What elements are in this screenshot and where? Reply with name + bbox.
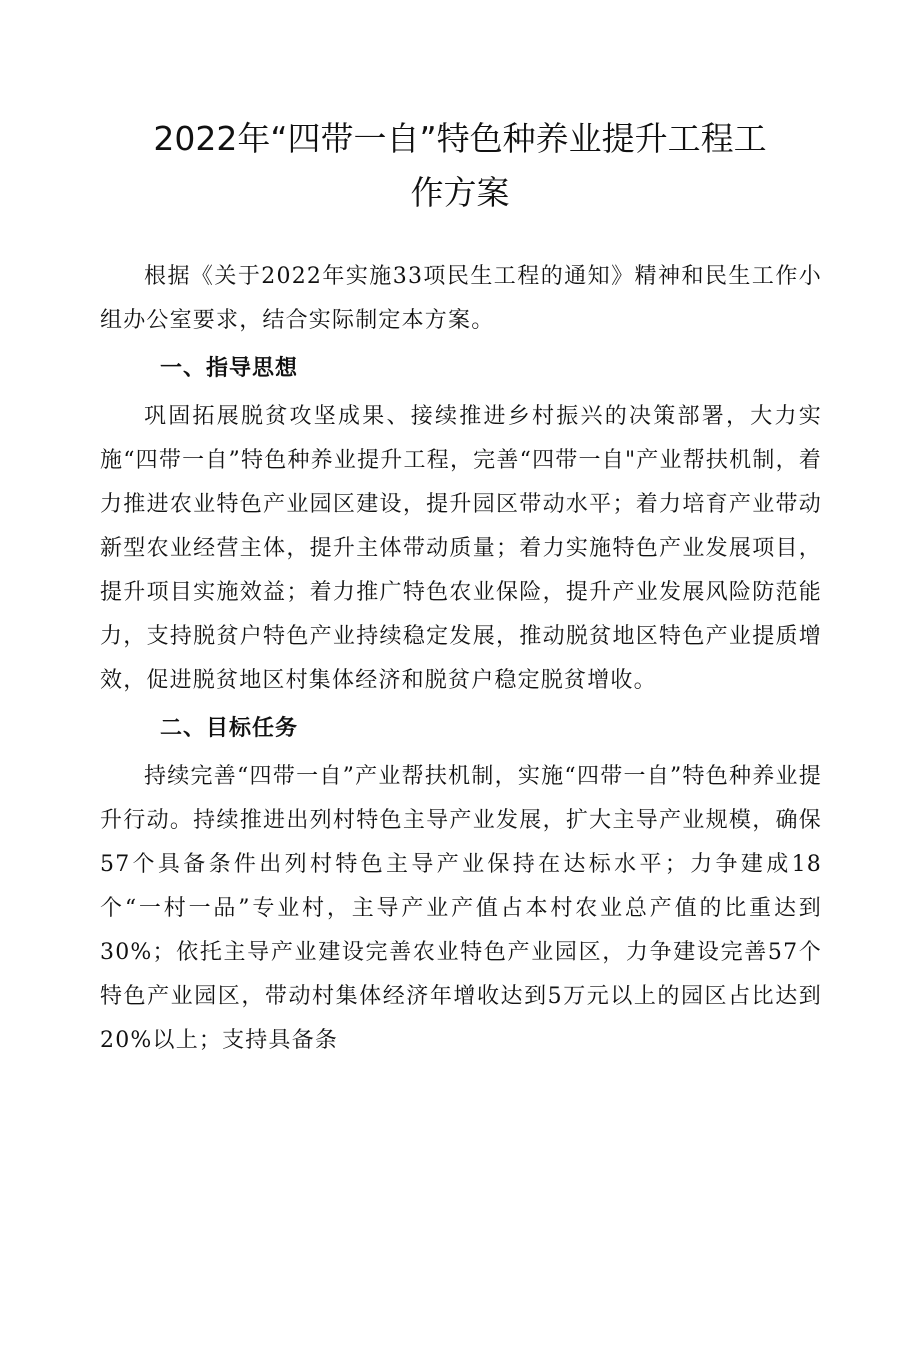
guiding-ideology-paragraph: 巩固拓展脱贫攻坚成果、接续推进乡村振兴的决策部署，大力实施“四带一自”特色种养业提升工程，完善“四带一自"产业帮扶机制，着力推进农业特色产业园区建设，提升园区带动水平；着力培育产业带动新型农业经营主体，提升主体带动质量；着力实施特色产业发展项目，提升项目实施效益；着力推广特色农业保险，提升产业发展风险防范能力，支持脱贫户特色产业持续稳定发展，推动脱贫地区特色产业提质增效，促进脱贫地区村集体经济和脱贫户稳定脱贫增收。 xyxy=(100,404,822,693)
document-body xyxy=(100,255,822,1063)
target-tasks-paragraph: 持续完善“四带一自”产业帮扶机制，实施“四带一自”特色种养业提升行动。持续推进出列村特色主导产业发展，扩大主导产业规模，确保57个具备条件出列村特色主导产业保持在达标水平；力争建成18个“一村一品”专业村，主导产业产值占本村农业总产值的比重达到30%；依托主导产业建设完善农业特色产业园区，力争建设完善57个特色产业园区，带动村集体经济年增收达到5万元以上的园区占比达到20%以上；支持具备条 xyxy=(100,764,822,1053)
intro-paragraph: 根据《关于2022年实施33项民生工程的通知》精神和民生工作小组办公室要求，结合实际制定本方案。 xyxy=(100,264,822,333)
section-heading-target-tasks: 二、目标任务 xyxy=(160,716,299,741)
section-heading-guiding-ideology: 一、指导思想 xyxy=(160,356,299,381)
document-title xyxy=(90,112,830,220)
title-line-1: 2022年“四带一自”特色种养业提升工程工 xyxy=(153,119,767,158)
title-line-2: 作方案 xyxy=(410,173,510,212)
